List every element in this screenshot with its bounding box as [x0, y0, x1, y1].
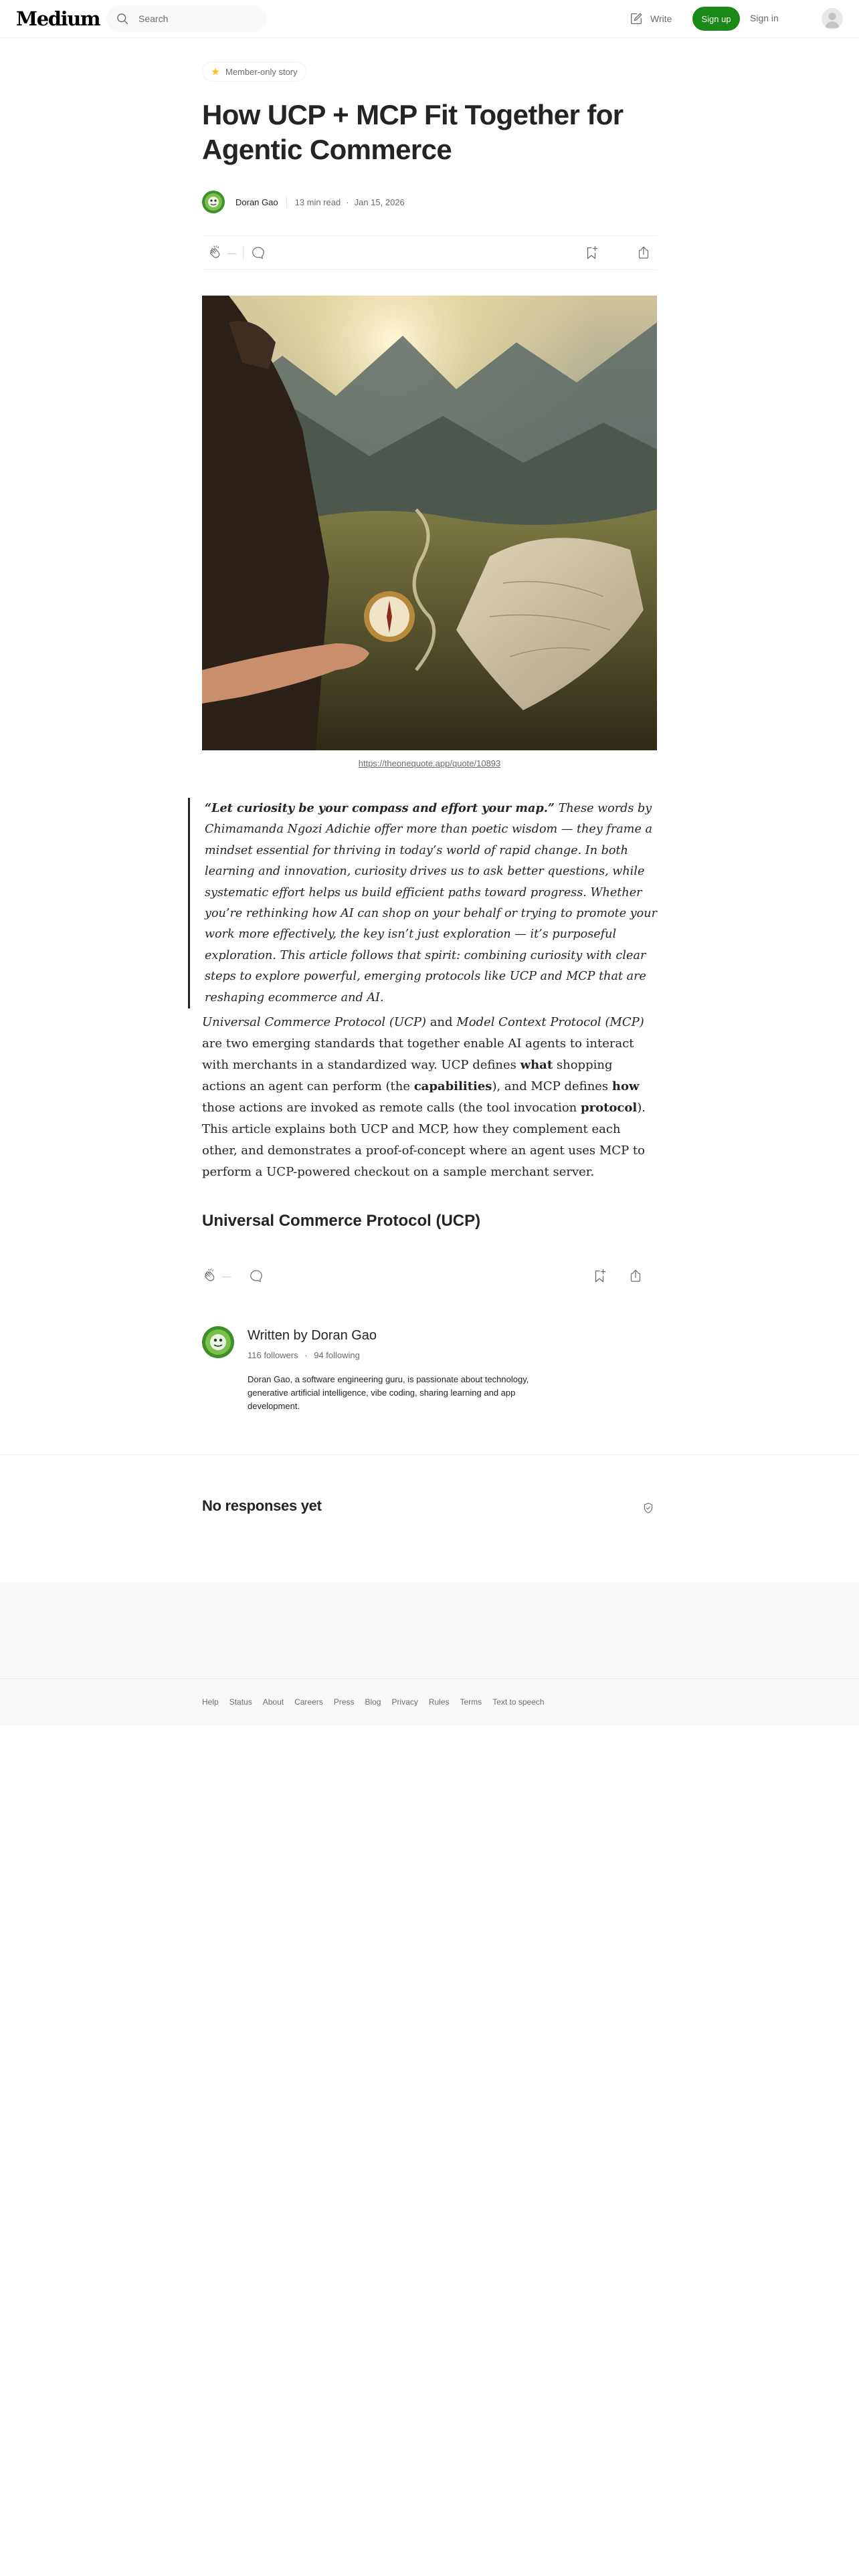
footer-link-about[interactable]: About — [262, 1697, 284, 1707]
article-action-bar — [202, 235, 657, 270]
bottom-clap-separator: — — [222, 1271, 231, 1281]
author-follow-stats — [248, 1350, 360, 1360]
intro-text-5: those actions are invoked as remote calls (the tool invocation — [202, 1101, 581, 1115]
follow-stats-dot: · — [304, 1350, 308, 1360]
footer-link-status[interactable]: Status — [229, 1697, 252, 1707]
footer-link-help[interactable]: Help — [202, 1697, 219, 1707]
bottom-share-button[interactable] — [628, 1268, 644, 1284]
responses-guidelines-button[interactable] — [642, 1502, 654, 1517]
bottom-comment-icon — [248, 1268, 264, 1284]
write-label: Write — [650, 13, 672, 24]
written-by-title[interactable]: Written by Doran Gao — [248, 1328, 377, 1343]
bottom-clap-button[interactable] — [202, 1268, 231, 1284]
author-card-avatar[interactable] — [202, 1326, 234, 1358]
intro-text-2: are two emerging standards that together enable AI agents to interact with merchants in a standardized way. UCP defines — [202, 1037, 634, 1072]
bottom-response-button[interactable] — [248, 1268, 264, 1284]
article-blockquote — [188, 798, 657, 1008]
clap-separator: — — [227, 247, 236, 258]
footer-link-text-to-speech[interactable]: Text to speech — [492, 1697, 545, 1707]
intro-text-3: shopping actions an agent can perform (the — [202, 1058, 613, 1093]
member-only-badge — [202, 62, 306, 82]
bookmark-add-icon — [583, 245, 599, 261]
medium-logo[interactable]: Medium — [16, 7, 100, 30]
search-input[interactable] — [138, 12, 259, 25]
quote-lead: “Let curiosity be your compass and effort your map.” — [205, 801, 555, 815]
what-emphasis: what — [520, 1058, 553, 1072]
bottom-clap-icon — [202, 1268, 218, 1284]
user-avatar[interactable] — [822, 8, 843, 29]
bottom-bookmark-add-icon — [591, 1268, 607, 1284]
write-icon — [629, 11, 644, 26]
article-title: How UCP + MCP Fit Together for Agentic Commerce — [202, 99, 624, 165]
clap-button[interactable] — [207, 245, 236, 261]
protocol-emphasis: protocol — [581, 1101, 638, 1115]
byline-divider — [286, 196, 287, 208]
user-avatar-icon — [822, 8, 843, 29]
author-avatar[interactable] — [202, 191, 225, 213]
responses-title: No responses yet — [202, 1497, 322, 1514]
author-avatar-image — [202, 191, 225, 213]
intro-paragraph — [202, 1012, 657, 1183]
member-only-label: Member-only story — [225, 66, 298, 77]
how-emphasis: how — [611, 1079, 640, 1093]
bottom-action-bar — [202, 1263, 657, 1289]
response-button[interactable] — [250, 245, 266, 261]
bottom-save-button[interactable] — [591, 1268, 607, 1284]
footer-link-privacy[interactable]: Privacy — [391, 1697, 418, 1707]
quote-text: These words by Chimamanda Ngozi Adichie offer more than poetic wisdom — they frame a mindset essential for thriving in today’s world of rapid change. In both learning and innovation, curiosity drives us to ask better questions, while systematic effort helps us build efficient paths toward progress. Whether you’re rethinking how AI can shop on your behalf or trying to promote your work more effectively, the key isn’t just exploration — it’s purposeful exploration. This article follows that spirit: combining curiosity with clear steps to explore powerful, emerging protocols like UCP and MCP that are reshaping ecommerce and AI. — [205, 802, 658, 1004]
write-button[interactable] — [629, 11, 672, 27]
capabilities-emphasis: capabilities — [413, 1079, 492, 1093]
hero-image — [202, 296, 657, 750]
byline — [202, 190, 657, 214]
sign-up-button[interactable]: Sign up — [692, 7, 740, 31]
search-icon — [116, 12, 129, 25]
footer-link-press[interactable]: Press — [333, 1697, 355, 1707]
top-navigation-bar — [0, 0, 859, 38]
footer-link-rules[interactable]: Rules — [428, 1697, 450, 1707]
author-name-link[interactable]: Doran Gao — [235, 197, 278, 207]
image-caption-link[interactable]: https://theonequote.app/quote/10893 — [358, 758, 501, 768]
intro-text-4: ), and MCP defines — [492, 1079, 612, 1093]
footer-link-careers[interactable]: Careers — [294, 1697, 323, 1707]
footer-links — [202, 1697, 545, 1707]
author-bio: Doran Gao, a software engineering guru, is passionate about technology, generative artificial intelligence, vibe coding, sharing learning and app development. — [248, 1374, 529, 1411]
star-icon — [211, 67, 220, 76]
intro-text-1: and — [425, 1015, 457, 1029]
save-button[interactable] — [583, 245, 599, 261]
section-heading-ucp: Universal Commerce Protocol (UCP) — [202, 1212, 481, 1230]
footer-link-terms[interactable]: Terms — [460, 1697, 482, 1707]
action-divider — [243, 246, 244, 259]
ucp-term: Universal Commerce Protocol (UCP) — [202, 1015, 426, 1029]
mcp-term: Model Context Protocol (MCP) — [456, 1015, 644, 1029]
share-icon — [636, 245, 652, 261]
intro-text-6: ). This article explains both UCP and MCP, how they complement each other, and demonstrates a proof-of-concept where an agent uses MCP to perform a UCP-powered checkout on a sample merchant server. — [202, 1101, 646, 1179]
search-box[interactable] — [106, 5, 267, 32]
clap-icon — [207, 245, 223, 261]
followers-count[interactable]: 116 followers — [248, 1350, 298, 1360]
responses-section — [0, 1455, 859, 1583]
compass-map-illustration — [202, 296, 657, 750]
footer-link-blog[interactable]: Blog — [365, 1697, 381, 1707]
read-time: 13 min read — [294, 197, 341, 207]
publish-date: Jan 15, 2026 — [354, 197, 405, 207]
share-button[interactable] — [636, 245, 652, 261]
bottom-share-icon — [628, 1268, 644, 1284]
sign-in-link[interactable]: Sign in — [750, 13, 779, 23]
following-count[interactable]: 94 following — [314, 1350, 360, 1360]
site-footer — [0, 1679, 859, 1725]
author-card-avatar-image — [202, 1326, 234, 1358]
byline-dot: · — [346, 197, 349, 207]
recommendations-placeholder — [0, 1583, 859, 1679]
shield-icon — [642, 1502, 654, 1514]
comment-icon — [250, 245, 266, 261]
